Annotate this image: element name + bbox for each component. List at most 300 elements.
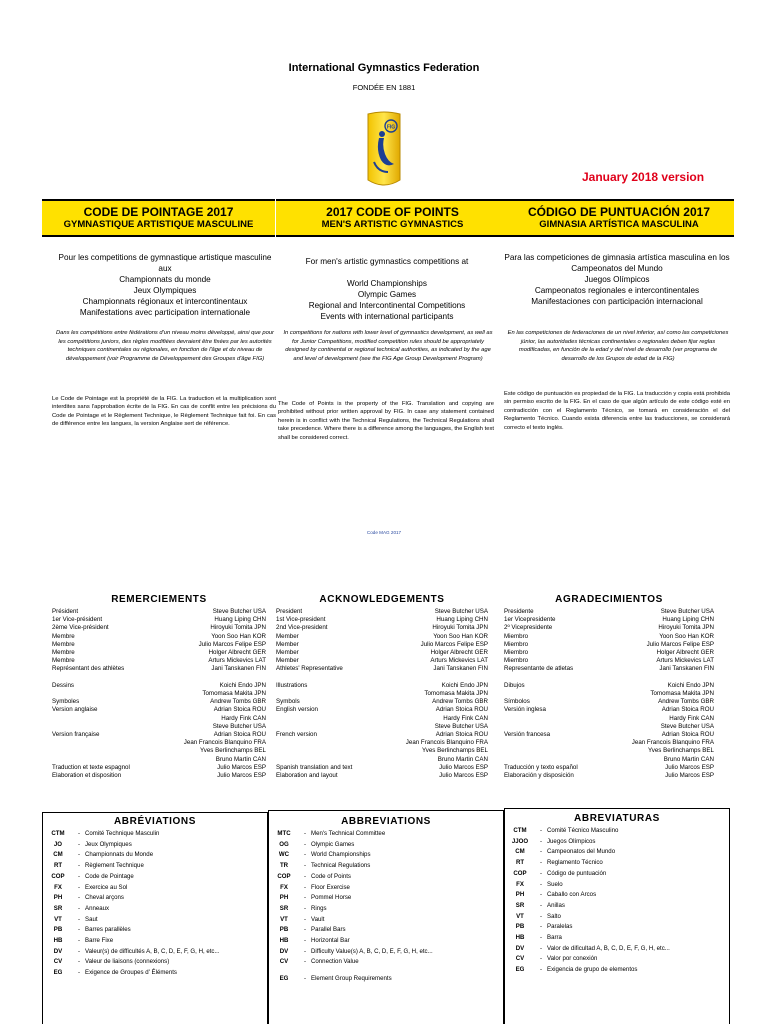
abbr-dash: - (303, 872, 307, 880)
ack-row (276, 608, 488, 616)
ack-spacer (276, 674, 488, 682)
abbr-row (43, 915, 267, 926)
ack-name: Yves Berlinchamps BEL (199, 747, 266, 755)
abbr-row (43, 883, 267, 894)
abbr-row (269, 872, 503, 883)
event-item: Olympic Games (357, 290, 417, 299)
abbr-meaning: Jeux Olympiques (85, 840, 132, 848)
ack-name: Huang Liping CHN (662, 616, 714, 624)
ack-role: 2nd Vice-president (276, 624, 328, 632)
ack-row (276, 739, 488, 747)
intro-es (504, 252, 730, 307)
abbr-code: PB (279, 926, 289, 934)
abbr-dash: - (77, 883, 81, 891)
abbr-meaning: Valeur de liaisons (connexions) (85, 958, 170, 966)
abbr-dash: - (539, 848, 543, 856)
ack-role: 2º Vicepresidente (504, 624, 553, 632)
ack-name: Bruno Martin CAN (215, 755, 266, 763)
abbr-code: CM (515, 848, 525, 856)
abbr-meaning: Suelo (547, 880, 563, 888)
founded-label: FONDÉE EN 1881 (352, 83, 416, 92)
banner-es (504, 199, 734, 237)
abbr-row (505, 869, 729, 880)
ack-role: 1er Vicepresidente (504, 616, 556, 624)
ack-row (276, 657, 488, 665)
ack-name: Steve Butcher USA (660, 608, 714, 615)
abbr-row (269, 925, 503, 936)
ack-row (52, 608, 266, 616)
abbr-code: SR (515, 901, 525, 909)
ack-row (504, 747, 714, 755)
abbr-dash: - (539, 837, 543, 845)
abbr-meaning: Exercice au Sol (85, 883, 128, 891)
abbr-dash: - (77, 915, 81, 923)
ack-row (52, 657, 266, 665)
abbr-row (505, 954, 729, 965)
abbr-meaning: Campeonatos del Mundo (547, 848, 616, 856)
ack-row (504, 649, 714, 657)
abbr-row (269, 883, 503, 894)
ack-name: Jani Tanskanen FIN (211, 665, 266, 673)
abbr-code: COP (51, 872, 65, 880)
abbr-code: RT (515, 859, 525, 867)
ack-name: Jean Francois Blanquino FRA (405, 739, 488, 747)
abbr-code: MTC (277, 830, 291, 837)
abbr-code: FX (516, 880, 524, 888)
ack-row (52, 723, 266, 731)
ack-name: Julio Marcos Felipe ESP (198, 640, 266, 648)
abbr-row (269, 915, 503, 926)
ack-row (504, 698, 714, 706)
banner-fr (42, 199, 275, 237)
abbr-row (505, 912, 729, 923)
ack-row (276, 682, 488, 690)
ack-name: Julio Marcos ESP (439, 763, 488, 771)
ack-role: Presidente (504, 608, 534, 615)
event-item: Championnats régionaux et intercontinentaux (82, 297, 248, 306)
ack-role: Membre (52, 640, 75, 648)
abbr-dash: - (539, 934, 543, 942)
abbr-row (269, 936, 503, 947)
abbr-dash: - (77, 862, 81, 870)
abbr-es (504, 808, 730, 1024)
event-item: Events with international participants (320, 312, 454, 321)
ack-row (276, 706, 488, 714)
abbr-row (43, 850, 267, 861)
abbr-code: PH (515, 891, 525, 899)
abbr-code: EG (515, 966, 525, 974)
abbr-meaning: Pommel Horse (311, 894, 352, 902)
ack-name: Jean Francois Blanquino FRA (183, 739, 266, 747)
abbr-dash: - (539, 923, 543, 931)
abbr-meaning: Exigencia de grupo de elementos (547, 966, 638, 974)
abbr-row (505, 965, 729, 976)
ack-es (504, 594, 714, 780)
ack-name: Adrian Stoica ROU (213, 706, 266, 714)
abbr-meaning: Barre Fixe (85, 937, 114, 945)
ack-role: President (276, 608, 303, 615)
abbr-row (43, 861, 267, 872)
ack-row (504, 624, 714, 632)
ack-name: Julio Marcos ESP (665, 772, 714, 780)
abbr-code: HB (279, 937, 289, 945)
abbr-row (269, 893, 503, 904)
abbr-row (43, 893, 267, 904)
ack-row (276, 756, 488, 764)
ack-row (276, 665, 488, 673)
ack-role: Member (276, 640, 299, 648)
ack-name: Adrian Stoica ROU (661, 731, 714, 739)
banner-title: CÓDIGO DE PUNTUACIÓN 2017 (527, 205, 711, 219)
ack-name: Yoon Soo Han KOR (211, 632, 266, 640)
ack-role: Elaboración y disposición (504, 772, 574, 780)
ack-row (504, 608, 714, 616)
abbr-row (269, 861, 503, 872)
ack-row (504, 633, 714, 641)
abbr-meaning: Paralelas (547, 923, 573, 931)
abbr-meaning: Salto (547, 912, 561, 920)
ack-role: Miembro (504, 657, 529, 665)
abbr-dash: - (77, 937, 81, 945)
abbr-meaning: World Championships (311, 851, 371, 859)
ack-name: Tomomasa Makita JPN (650, 690, 714, 698)
svg-text:FIG: FIG (386, 124, 396, 131)
ack-name: Steve Butcher USA (212, 722, 266, 730)
abbr-dash: - (77, 840, 81, 848)
ack-role: Elaboration et disposition (52, 772, 122, 780)
ack-role: Miembro (504, 649, 529, 657)
abbr-code: HB (53, 937, 63, 945)
ack-role: Versión inglesa (504, 706, 546, 714)
intro-lead: For men's artistic gymnastics competitions at (305, 257, 469, 266)
fig-logo-icon (364, 110, 404, 190)
ack-name: Koichi Endo JPN (441, 681, 488, 689)
ack-row (276, 649, 488, 657)
ack-role: Versión francesa (504, 731, 551, 739)
ack-role: 2ème Vice-président (52, 624, 109, 632)
ack-role: Membre (52, 632, 75, 640)
abbr-dash: - (303, 947, 307, 955)
ack-row (52, 641, 266, 649)
abbr-code: COP (277, 872, 291, 880)
abbr-row (269, 974, 503, 985)
abbr-code: JJOO (511, 837, 529, 845)
ack-role: Member (276, 657, 299, 665)
ack-role: Spanish translation and text (276, 763, 353, 771)
ack-role: 1er Vice-président (52, 616, 103, 624)
abbr-dash: - (303, 851, 307, 859)
ack-name: Huang Liping CHN (436, 616, 488, 624)
abbr-meaning: Valeur(s) de difficultés A, B, C, D, E, F, G, H, etc... (85, 947, 220, 955)
ack-row (52, 665, 266, 673)
abbr-meaning: Comité Technique Masculin (85, 830, 160, 837)
abbr-dash: - (303, 975, 307, 983)
ack-row (52, 649, 266, 657)
ack-name: Hardy Fink CAN (669, 714, 714, 722)
event-item: Manifestaciones con participación internacional (531, 297, 703, 306)
ack-role: Traduction et texte espagnol (52, 763, 130, 771)
ack-row (52, 690, 266, 698)
event-item: Campeonatos del Mundo (571, 264, 663, 273)
abbr-row (505, 901, 729, 912)
abbr-dash: - (77, 947, 81, 955)
abbr-dash: - (303, 915, 307, 923)
abbr-code: WC (278, 851, 290, 859)
abbr-meaning: Valor por conexión (547, 955, 598, 963)
ack-name: Julio Marcos Felipe ESP (646, 640, 714, 648)
abbr-row (505, 826, 729, 837)
ack-name: Tomomasa Makita JPN (202, 690, 266, 698)
ack-name: Koichi Endo JPN (219, 681, 266, 689)
ack-row (276, 723, 488, 731)
abbr-code: FX (280, 883, 288, 891)
ack-row (504, 739, 714, 747)
ack-name: Steve Butcher USA (660, 722, 714, 730)
abbr-code: EG (279, 975, 289, 983)
abbr-meaning: Men's Technical Committee (311, 830, 386, 837)
abbr-row (505, 837, 729, 848)
abbr-meaning: Code de Pointage (85, 872, 134, 880)
ack-row (52, 747, 266, 755)
abbr-code: HB (515, 934, 525, 942)
ack-name: Andrew Tombs GBR (210, 698, 266, 706)
event-item: Campeonatos regionales e intercontinentales (534, 286, 700, 295)
ack-name: Steve Butcher USA (434, 608, 488, 615)
abbr-meaning: Horizontal Bar (311, 937, 350, 945)
abbr-dash: - (77, 830, 81, 837)
abbr-row (269, 840, 503, 851)
ack-name: Hiroyuki Tomita JPN (658, 624, 714, 632)
ack-row (276, 690, 488, 698)
ack-row (276, 616, 488, 624)
ack-name: Julio Marcos ESP (439, 772, 488, 780)
ack-name: Jean Francois Blanquino FRA (631, 739, 714, 747)
banner-subtitle: GIMNASIA ARTÍSTICA MASCULINA (539, 219, 699, 230)
abbr-row (505, 847, 729, 858)
abbr-row (43, 968, 267, 979)
ack-row (52, 633, 266, 641)
abbr-dash: - (303, 904, 307, 912)
event-item: Juegos Olímpicos (584, 275, 650, 284)
abbr-code: PH (53, 894, 63, 902)
ack-role: Athletes' Representative (276, 665, 343, 673)
abbr-dash: - (539, 966, 543, 974)
abbr-meaning: Valor de dificultad A, B, C, D, E, F, G, H, etc... (547, 944, 670, 952)
ack-row (504, 706, 714, 714)
ack-row (504, 682, 714, 690)
abbr-meaning: Rings (311, 904, 327, 912)
ack-role: Membre (52, 649, 75, 657)
ack-name: Holger Albrecht GER (430, 649, 488, 657)
ack-name: Hiroyuki Tomita JPN (210, 624, 266, 632)
abbr-dash: - (539, 944, 543, 952)
abbr-dash: - (539, 901, 543, 909)
abbr-dash: - (77, 851, 81, 859)
abbr-dash: - (77, 894, 81, 902)
ack-name: Huang Liping CHN (214, 616, 266, 624)
abbr-meaning: Barres parallèles (85, 926, 131, 934)
abbr-meaning: Championnats du Monde (85, 851, 154, 859)
ack-name: Steve Butcher USA (434, 722, 488, 730)
ack-name: Hardy Fink CAN (221, 714, 266, 722)
abbr-meaning: Reglamento Técnico (547, 859, 603, 867)
note-fr: Dans les compétitions entre fédérations d'un niveau moins développé, ainsi que pour les compétitions juniors, des règles modifiées devraient être fixées par les autorités techniques continentales ou régionales, en fonction de l'âge et du niveau de développement (voir Programme de Développement des Groupes d'âge FIG) (56, 330, 274, 362)
ack-row (52, 772, 266, 780)
banner-en (276, 199, 509, 237)
ack-name: Andrew Tombs GBR (658, 698, 714, 706)
abbr-meaning: Connection Value (311, 958, 359, 966)
abbr-code: CV (279, 958, 289, 966)
abbr-meaning: Cheval arçons (85, 894, 124, 902)
abbr-code: DV (279, 947, 289, 955)
abbr-code: CTM (51, 830, 65, 837)
abbr-row (43, 925, 267, 936)
event-item: World Championships (347, 279, 427, 288)
abbr-dash: - (539, 891, 543, 899)
abbr-code: VT (280, 915, 288, 923)
ack-row (276, 764, 488, 772)
ack-name: Hiroyuki Tomita JPN (432, 624, 488, 632)
ack-row (276, 731, 488, 739)
abbr-code: SR (53, 904, 63, 912)
ack-row (52, 624, 266, 632)
ack-role: Symbols (276, 698, 300, 706)
abbr-code: DV (515, 944, 525, 952)
legal-fr: Le Code de Pointage est la propriété de la FIG. La traduction et la multiplication sont interdites sans l'approbation écrite de la FIG. En cas de conflit entre les précisions du Code de Pointage et le Règlement Technique, le Règlement Technique fait foi. En cas de différence entre les langues, la version Anglaise sert de référence. (52, 396, 276, 428)
note-en: In competitions for nations with lower level of gymnastics development, as well as for Junior Competitions, modified competition rules should be appropriately designed by continental or regional technical authorities, as indicated by the age and level of development (see the FIG Age Group Development Program) (283, 330, 493, 362)
intro-en (278, 256, 496, 322)
abbr-row (43, 872, 267, 883)
ack-name: Julio Marcos ESP (217, 772, 266, 780)
ack-role: Símbolos (504, 698, 530, 706)
abbr-code: CV (53, 958, 63, 966)
ack-row (504, 764, 714, 772)
ack-row (276, 747, 488, 755)
ack-row (276, 715, 488, 723)
ack-role: French version (276, 731, 317, 739)
abbr-heading: ABBREVIATIONS (341, 816, 431, 827)
note-es: En las competiciones de federaciones de un nivel inferior, así como las competiciones júnior, las autoridades técnicas continentales o regionales deben fijar reglas modificadas, en función de la edad y del nivel de desarrollo (ver programa de desarrollo de los Grupos de edad de la FIG) (507, 330, 729, 362)
ack-row (276, 624, 488, 632)
banner-subtitle: MEN'S ARTISTIC GYMNASTICS (321, 219, 464, 230)
ack-name: Steve Butcher USA (212, 608, 266, 615)
ack-row (504, 723, 714, 731)
abbr-dash: - (77, 872, 81, 880)
abbr-meaning: Código de puntuación (547, 869, 607, 877)
event-item: Manifestations avec participation internationale (79, 308, 251, 317)
abbr-dash: - (303, 926, 307, 934)
ack-row (52, 616, 266, 624)
abbr-row (505, 922, 729, 933)
abbr-row (43, 904, 267, 915)
ack-row (52, 756, 266, 764)
abbr-meaning: Olympic Games (311, 840, 355, 848)
abbr-meaning: Parallel Bars (311, 926, 346, 934)
ack-role: Member (276, 649, 299, 657)
ack-name: Arturs Mickevics LAT (656, 657, 714, 665)
ack-name: Yves Berlinchamps BEL (647, 747, 714, 755)
abbr-code: CV (515, 955, 525, 963)
legal-es: Este código de puntuación es propiedad de la FIG. La traducción y copia está prohibida sin permiso escrito de la FIG. En el caso de que algún artículo de este código esté en contradicción con el Reglamento Técnico, se tomará en consideración el del Reglamento Técnico. Cuando exista diferencia entre las traducciones, se considerará correcto el texto inglés. (504, 391, 730, 431)
abbr-code: COP (513, 869, 527, 877)
ack-row (52, 706, 266, 714)
ack-heading: REMERCIEMENTS (111, 594, 207, 605)
abbr-en (268, 810, 504, 1024)
ack-name: Adrian Stoica ROU (213, 731, 266, 739)
abbr-meaning: Anneaux (85, 904, 110, 912)
ack-role: Représentant des athlètes (52, 665, 125, 673)
abbr-meaning: Difficulty Value(s) A, B, C, D, E, F, G, H, etc... (311, 947, 433, 955)
ack-name: Julio Marcos ESP (665, 763, 714, 771)
ack-role: Representante de atletas (504, 665, 574, 673)
ack-row (504, 772, 714, 780)
federation-title: International Gymnastics Federation (288, 62, 480, 74)
abbr-code: SR (279, 904, 289, 912)
abbr-row (269, 957, 503, 968)
ack-en (276, 594, 488, 780)
ack-role: Member (276, 632, 299, 640)
ack-row (504, 715, 714, 723)
ack-fr (52, 594, 266, 780)
abbr-row (43, 936, 267, 947)
abbr-dash: - (539, 955, 543, 963)
ack-row (276, 772, 488, 780)
abbr-meaning: Technical Regulations (311, 862, 371, 870)
abbr-code: VT (54, 915, 62, 923)
legal-en: The Code of Points is the property of the FIG. Translation and copying are prohibited without prior written approval by FIG. In case any statement contained herein is in conflict with the Technical Regulations, the Technical Regulations shall take precedence. Where there is a difference among the languages, the English text shall be considered correct. (278, 401, 494, 441)
abbr-dash: - (539, 827, 543, 834)
ack-heading: ACKNOWLEDGEMENTS (319, 594, 445, 605)
ack-role: 1st Vice-president (276, 616, 326, 624)
ack-name: Arturs Mickevics LAT (208, 657, 266, 665)
ack-row (504, 616, 714, 624)
intro-lead: Pour les competitions de gymnastique artistique masculine aux (58, 253, 272, 273)
abbr-meaning: Juegos Olímpicos (547, 837, 596, 845)
abbr-meaning: Comité Técnico Masculino (547, 827, 619, 834)
abbr-code: PB (53, 926, 63, 934)
ack-row (52, 698, 266, 706)
abbr-code: PB (515, 923, 525, 931)
ack-row (504, 657, 714, 665)
abbr-row (505, 933, 729, 944)
abbr-code: RT (53, 862, 63, 870)
intro-lead: Para las competiciones de gimnasia artística masculina en los (504, 253, 730, 262)
abbr-code: OG (279, 840, 289, 848)
event-item: Jeux Olympiques (133, 286, 197, 295)
ack-name: Julio Marcos Felipe ESP (420, 640, 488, 648)
abbr-row (505, 880, 729, 891)
ack-role: Miembro (504, 640, 529, 648)
abbr-dash: - (77, 958, 81, 966)
ack-row (504, 731, 714, 739)
ack-role: Version française (52, 731, 100, 739)
abbr-row (505, 944, 729, 955)
ack-role: Miembro (504, 632, 529, 640)
ack-name: Holger Albrecht GER (208, 649, 266, 657)
ack-name: Bruno Martin CAN (437, 755, 488, 763)
ack-name: Adrian Stoica ROU (435, 731, 488, 739)
abbr-row (43, 957, 267, 968)
abbr-meaning: Element Group Requirements (311, 975, 392, 983)
ack-name: Jani Tanskanen FIN (433, 665, 488, 673)
ack-name: Holger Albrecht GER (656, 649, 714, 657)
ack-row (276, 633, 488, 641)
abbr-dash: - (539, 880, 543, 888)
abbr-dash: - (303, 862, 307, 870)
ack-role: Dessins (52, 681, 75, 689)
abbr-dash: - (77, 926, 81, 934)
abbr-row (269, 829, 503, 840)
